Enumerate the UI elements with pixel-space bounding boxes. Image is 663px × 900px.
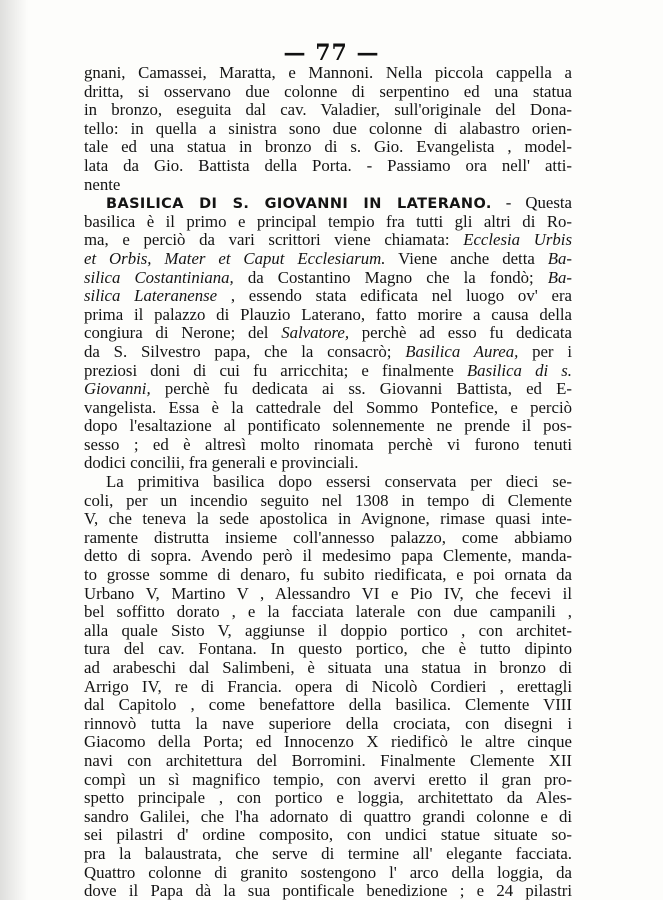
- text-line: [84, 492, 572, 511]
- text-run: sesso ; ed è altresì molto rinomata perchè vi furono tenuti: [84, 434, 572, 454]
- section-heading: BASILICA DI S. GIOVANNI IN LATERANO.: [106, 196, 492, 213]
- text-line: [84, 120, 572, 139]
- text-line: [84, 864, 572, 883]
- text-run: basilica è il primo e principal tempio fra tutti gli altri di Ro-: [84, 211, 572, 231]
- text-run: gnani, Camassei, Maratta, e Mannoni. Nella piccola cappella a: [84, 63, 572, 82]
- text-run: Giacomo della Porta; ed Innocenzo X riedificò le altre cinque: [84, 732, 572, 752]
- text-line: [84, 752, 572, 771]
- page-number: — 77 —: [283, 40, 380, 66]
- text-line: [84, 176, 572, 195]
- text-line: [84, 194, 572, 213]
- text-line: [84, 733, 572, 752]
- text-line: [84, 83, 572, 102]
- text-run: ma, e perciò da vari scrittori viene chiamata:: [84, 230, 464, 250]
- text-run: perchè fu dedicata ai ss. Giovanni Battista, ed E-: [150, 379, 572, 399]
- text-line: [84, 659, 572, 678]
- text-line: [84, 473, 572, 492]
- text-line: [84, 510, 572, 529]
- text-line: [84, 157, 572, 176]
- text-line: [84, 231, 572, 250]
- text-run: vangelista. Essa è la cattedrale del Sommo Pontefice, e perciò: [84, 397, 572, 417]
- text-run: prima il palazzo di Plauzio Laterano, fatto morire a causa della: [84, 304, 572, 324]
- text-line: [84, 882, 572, 900]
- text-run: V, che teneva la sede apostolica in Avignone, rimase quasi inte-: [84, 509, 572, 529]
- text-run: tello: in quella a sinistra sono due colonne di alabastro orien-: [84, 118, 572, 138]
- italic-text: Ba-: [547, 267, 572, 287]
- text-line: [84, 101, 572, 120]
- italic-text: et Orbis, Mater et Caput Ecclesiarum.: [84, 248, 386, 268]
- text-run: dritta, si osservano due colonne di serpentino ed una statua: [84, 81, 572, 101]
- text-line: [84, 362, 572, 381]
- text-line: [84, 343, 572, 362]
- text-run: compì un sì magnifico tempio, con avervi eretto il gran pro-: [84, 769, 572, 789]
- text-run: ad arabeschi dal Salimbeni, è situata una statua in bronzo di: [84, 658, 572, 677]
- text-run: alla quale Sisto V, aggiunse il doppio portico , con architet-: [84, 620, 572, 640]
- text-run: coli, per un incendio seguito nel 1308 in tempo di Clemente: [84, 490, 572, 510]
- text-line: [84, 547, 572, 566]
- text-run: dove il Papa dà la sua pontificale benedizione ; e 24 pilastri: [84, 881, 572, 900]
- body-text: [84, 64, 572, 900]
- text-run: lata da Gio. Battista della Porta. - Passiamo ora nell' atti-: [84, 155, 572, 175]
- text-run: ramente distrutta insieme coll'annesso palazzo, come abbiamo: [84, 527, 572, 547]
- text-run: La primitiva basilica dopo essersi conservata per dieci se-: [106, 472, 572, 492]
- text-line: [84, 380, 572, 399]
- text-run: preziosi doni di cui fu arricchita; e finalmente: [84, 360, 467, 380]
- text-run: dopo l'esaltazione al pontificato solennemente ne prende il pos-: [84, 416, 572, 436]
- page-gutter-shadow: [0, 0, 28, 900]
- text-line: [84, 454, 572, 473]
- text-run: congiura di Nerone; del: [84, 323, 282, 343]
- italic-text: silica Lateranense: [84, 286, 218, 306]
- text-line: [84, 603, 572, 622]
- text-line: [84, 306, 572, 325]
- italic-text: Basilica Aurea,: [405, 341, 519, 361]
- italic-text: Ecclesia Urbis: [463, 230, 572, 250]
- text-run: Viene anche detta: [385, 248, 548, 268]
- text-run: - Questa: [491, 193, 572, 213]
- text-run: per i: [518, 341, 572, 361]
- text-run: Quattro colonne di granito sostengono l' arco della loggia, da: [84, 862, 572, 882]
- italic-text: Salvatore,: [281, 323, 350, 343]
- text-line: [84, 696, 572, 715]
- text-line: [84, 213, 572, 232]
- text-run: Urbano V, Martino V , Alessandro VI e Pio IV, che fecevi il: [84, 583, 572, 603]
- text-run: rinnovò tutta la nave superiore della crociata, con disegni i: [84, 713, 572, 733]
- italic-text: Giovanni,: [84, 379, 151, 399]
- text-run: to grosse somme di denaro, fu subito riedificata, e poi ornata da: [84, 565, 572, 585]
- text-run: tale ed una statua in bronzo di s. Gio. Evangelista , model-: [84, 137, 572, 157]
- text-line: [84, 640, 572, 659]
- text-line: [84, 678, 572, 697]
- text-run: da Costantino Magno che la fondò;: [233, 267, 548, 287]
- text-run: in bronzo, eseguita dal cav. Valadier, sull'originale del Dona-: [84, 100, 572, 120]
- text-line: [84, 529, 572, 548]
- text-run: bel soffitto dorato , e la facciata laterale con due campanili ,: [84, 602, 572, 622]
- text-line: [84, 622, 572, 641]
- text-line: [84, 324, 572, 343]
- text-line: [84, 715, 572, 734]
- text-run: tura del cav. Fontana. In questo portico, che è tutto dipinto: [84, 639, 572, 659]
- text-run: spetto principale , con portico e loggia, architettato da Ales-: [84, 788, 572, 808]
- italic-text: Basilica di s.: [466, 360, 573, 380]
- italic-text: Ba-: [547, 248, 572, 268]
- text-run: Arrigo IV, re di Francia. opera di Nicolò Cordieri , erettagli: [84, 676, 572, 696]
- text-line: [84, 138, 572, 157]
- text-run: perchè ad esso fu dedicata: [349, 323, 572, 343]
- text-line: [84, 845, 572, 864]
- italic-text: silica Costantiniana,: [84, 267, 234, 287]
- text-run: nente: [84, 174, 121, 194]
- text-run: dal Capitolo , come benefattore della basilica. Clemente VIII: [84, 695, 572, 715]
- text-line: [84, 826, 572, 845]
- text-line: [84, 566, 572, 585]
- text-run: sei pilastri d' ordine composito, con undici statue situate so-: [84, 825, 572, 845]
- text-line: [84, 789, 572, 808]
- text-run: detto di sopra. Avendo però il medesimo papa Clemente, manda-: [84, 546, 572, 566]
- text-line: [84, 436, 572, 455]
- text-run: pra la balaustrata, che serve di termine all' elegante facciata.: [84, 843, 572, 863]
- text-run: dodici concilii, fra generali e provinciali.: [84, 453, 359, 473]
- text-line: [84, 771, 572, 790]
- text-run: navi con architettura del Borromini. Finalmente Clemente XII: [84, 750, 572, 770]
- text-line: [84, 250, 572, 269]
- text-line: [84, 287, 572, 306]
- text-run: , essendo stata edificata nel luogo ov' era: [217, 286, 572, 306]
- text-line: [84, 585, 572, 604]
- text-run: sandro Galilei, che l'ha adornato di quattro grandi colonne e di: [84, 806, 572, 826]
- text-line: [84, 808, 572, 827]
- text-line: [84, 399, 572, 418]
- text-run: da S. Silvestro papa, che la consacrò;: [84, 341, 406, 361]
- text-line: [84, 269, 572, 288]
- text-line: [84, 64, 572, 83]
- text-line: [84, 417, 572, 436]
